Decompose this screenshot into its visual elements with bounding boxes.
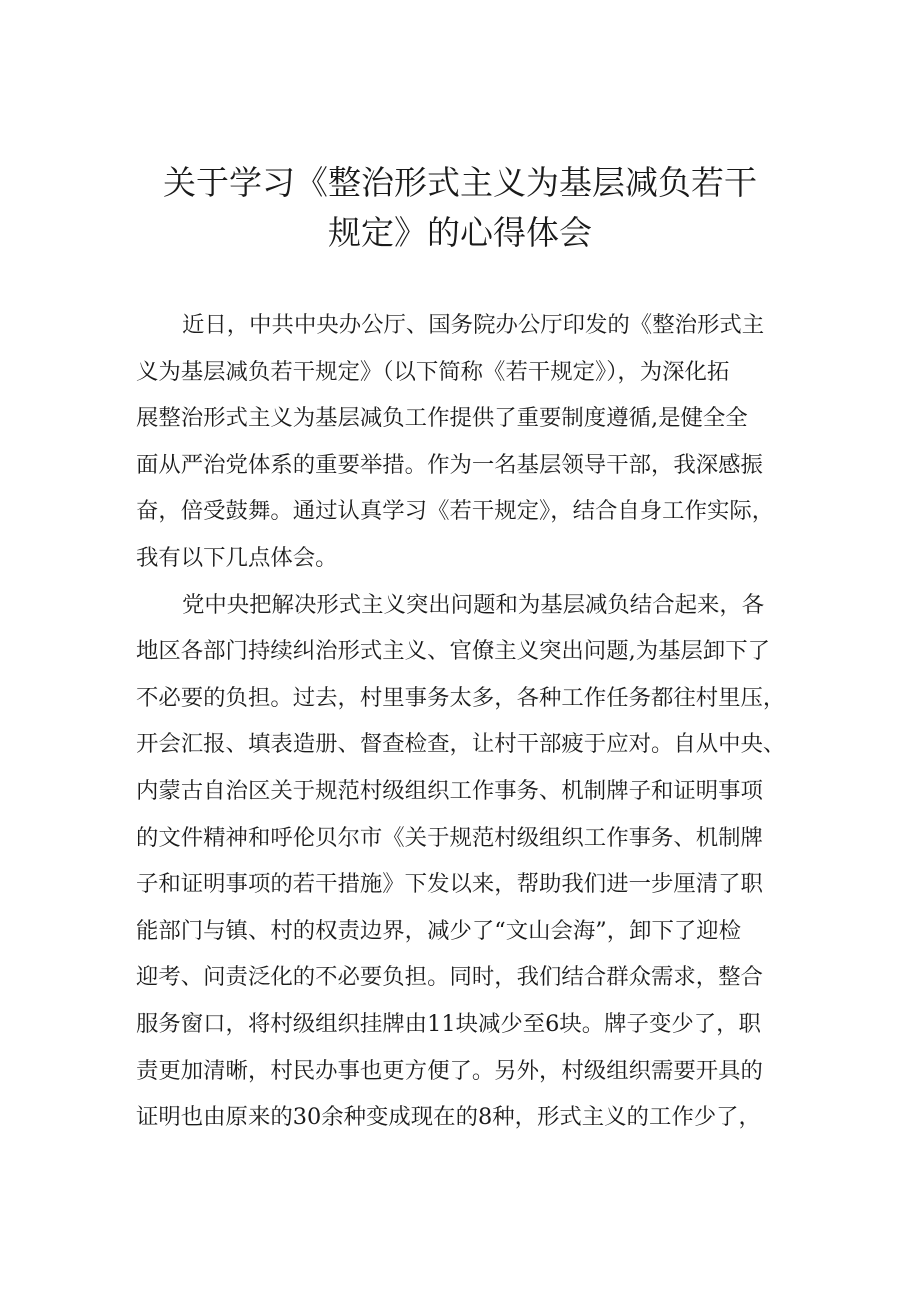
paragraph-line: 地区各部门持续纠治形式主义、官僚主义突出问题,为基层卸下了 (136, 638, 771, 665)
paragraph-line: 开会汇报、填表造册、督查检查，让村干部疲于应对。自从中央、 (136, 731, 786, 758)
paragraph-line: 党中央把解决形式主义突出问题和为基层减负结合起来，各 (182, 591, 765, 618)
paragraph-line: 能部门与镇、村的权责边界，减少了“文山会海”，卸下了迎检 (136, 917, 742, 944)
paragraph-line: 迎考、问责泛化的不必要负担。同时，我们结合群众需求，整合 (136, 964, 763, 991)
paragraph-line: 服务窗口，将村级组织挂牌由11块减少至6块。牌子变少了，职 (136, 1010, 761, 1037)
paragraph-line: 面从严治党体系的重要举措。作为一名基层领导干部，我深感振 (136, 451, 763, 478)
paragraph-line: 内蒙古自治区关于规范村级组织工作事务、机制牌子和证明事项 (136, 777, 763, 804)
paragraph-line: 的文件精神和呼伦贝尔市《关于规范村级组织工作事务、机制牌 (136, 824, 763, 851)
title-line: 关于学习《整治形式主义为基层减负若干 (163, 163, 757, 202)
paragraph-line: 不必要的负担。过去，村里事务太多，各种工作任务都往村里压， (136, 684, 786, 711)
paragraph-line: 义为基层减负若干规定》（以下简称《若干规定》），为深化拓 (136, 358, 730, 385)
paragraph-line: 奋，倍受鼓舞。通过认真学习《若干规定》，结合自身工作实际， (136, 498, 775, 525)
paragraph-line: 证明也由原来的30余种变成现在的8种，形式主义的工作少了， (136, 1104, 761, 1131)
paragraph-line: 近日，中共中央办公厅、国务院办公厅印发的《整治形式主 (182, 312, 765, 338)
paragraph-line: 我有以下几点体会。 (136, 544, 338, 571)
title-line: 规定》的心得体会 (328, 213, 592, 252)
document-title (140, 158, 780, 258)
paragraph-line: 责更加清晰，村民办事也更方便了。另外，村级组织需要开具的 (136, 1057, 763, 1084)
paragraph-2 (136, 582, 796, 1141)
document-body (136, 302, 796, 1141)
paragraph-1 (136, 302, 796, 582)
paragraph-line: 展整治形式主义为基层减负工作提供了重要制度遵循,是健全全 (136, 405, 748, 432)
paragraph-line: 子和证明事项的若干措施》下发以来，帮助我们进一步厘清了职 (136, 871, 763, 898)
